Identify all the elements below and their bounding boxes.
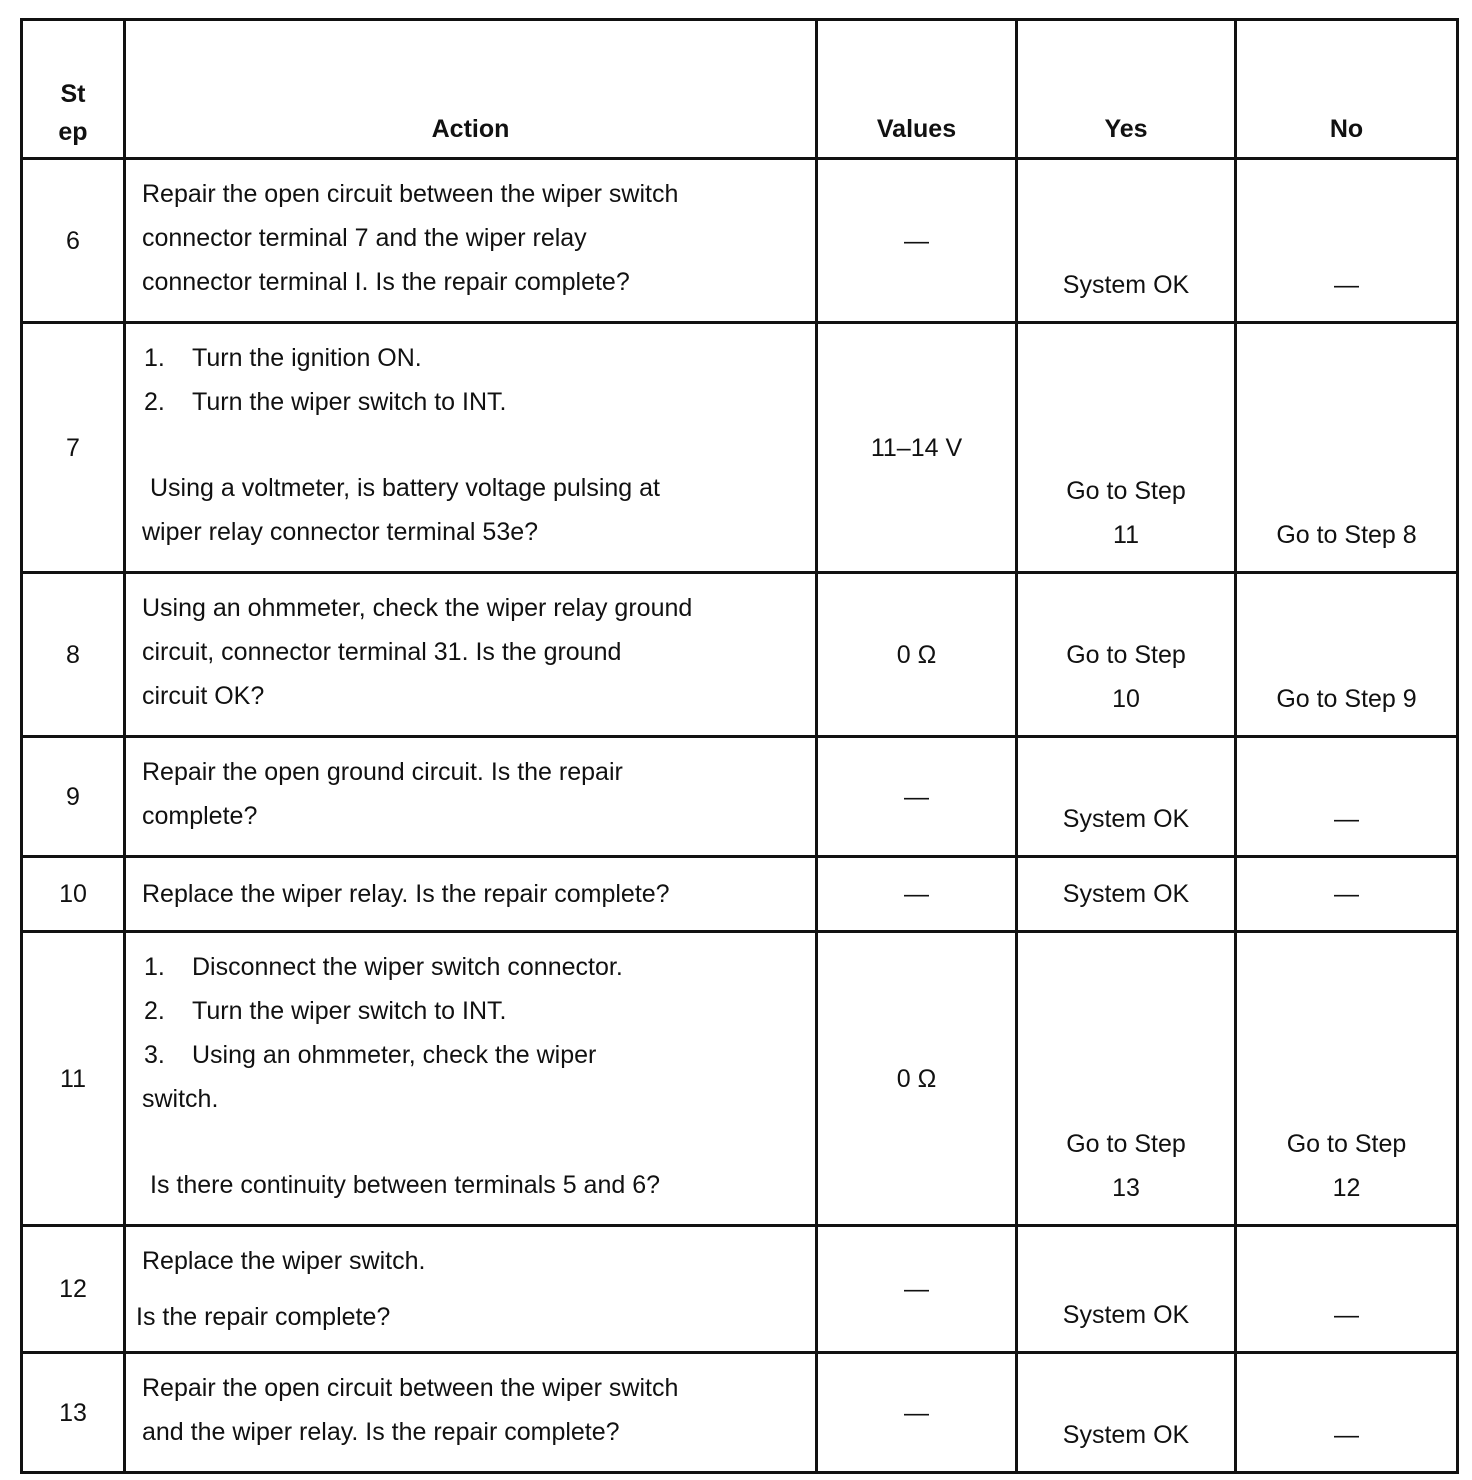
yes-cell: System OK [1017,857,1236,932]
values-cell: 0 Ω [817,932,1017,1226]
no-cell: — [1236,1353,1458,1473]
header-step: St ep [22,20,125,159]
values-cell: — [817,857,1017,932]
no-cell: — [1236,159,1458,323]
action-cell: Replace the wiper switch. Is the repair complete? [125,1226,817,1353]
action-cell: 1. Turn the ignition ON. 2. Turn the wiper switch to INT. Using a voltmeter, is battery voltage pulsing at wiper relay connector terminal 53e? [125,323,817,573]
action-cell: Replace the wiper relay. Is the repair complete? [125,857,817,932]
action-cell: Repair the open ground circuit. Is the repair complete? [125,737,817,857]
action-cell: Using an ohmmeter, check the wiper relay ground circuit, connector terminal 31. Is the ground circuit OK? [125,573,817,737]
no-cell: — [1236,857,1458,932]
table-row [22,573,1458,737]
action-cell: Repair the open circuit between the wiper switch and the wiper relay. Is the repair complete? [125,1353,817,1473]
table-row [22,1353,1458,1473]
action-list-item: 1. Disconnect the wiper switch connector. [144,953,623,981]
header-row [22,20,1458,159]
action-list-item: 2. Turn the wiper switch to INT. [144,997,507,1025]
no-cell: — [1236,1226,1458,1353]
header-action: Action [125,20,817,159]
table-row [22,737,1458,857]
step-number: 10 [22,857,125,932]
no-cell: — [1236,737,1458,857]
table-row [22,159,1458,323]
values-cell: — [817,159,1017,323]
header-values: Values [817,20,1017,159]
yes-cell: Go to Step 13 [1017,932,1236,1226]
table-row [22,323,1458,573]
values-cell: 11–14 V [817,323,1017,573]
table-row [22,932,1458,1226]
values-cell: — [817,1353,1017,1473]
yes-cell: System OK [1017,737,1236,857]
values-cell: — [817,737,1017,857]
header-yes: Yes [1017,20,1236,159]
step-number: 7 [22,323,125,573]
step-number: 8 [22,573,125,737]
step-number: 6 [22,159,125,323]
header-no: No [1236,20,1458,159]
no-cell: Go to Step 12 [1236,932,1458,1226]
action-cell: Repair the open circuit between the wiper switch connector terminal 7 and the wiper relay connector terminal I. Is the repair complete? [125,159,817,323]
values-cell: 0 Ω [817,573,1017,737]
diagnostic-table [20,18,1459,1474]
action-list-item: 2. Turn the wiper switch to INT. [144,388,507,416]
step-number: 11 [22,932,125,1226]
yes-cell: Go to Step 11 [1017,323,1236,573]
no-cell: Go to Step 8 [1236,323,1458,573]
yes-cell: System OK [1017,159,1236,323]
action-cell: 1. Disconnect the wiper switch connector. 2. Turn the wiper switch to INT. 3. Using an ohmmeter, check the wiper switch. Is there continuity between terminals 5 and 6? [125,932,817,1226]
step-number: 12 [22,1226,125,1353]
table-row [22,1226,1458,1353]
yes-cell: Go to Step 10 [1017,573,1236,737]
step-number: 13 [22,1353,125,1473]
action-list-item: 3. Using an ohmmeter, check the wiper [144,1041,597,1069]
no-cell: Go to Step 9 [1236,573,1458,737]
step-number: 9 [22,737,125,857]
table-row [22,857,1458,932]
yes-cell: System OK [1017,1226,1236,1353]
yes-cell: System OK [1017,1353,1236,1473]
values-cell: — [817,1226,1017,1353]
action-list-item: 1. Turn the ignition ON. [144,344,422,372]
